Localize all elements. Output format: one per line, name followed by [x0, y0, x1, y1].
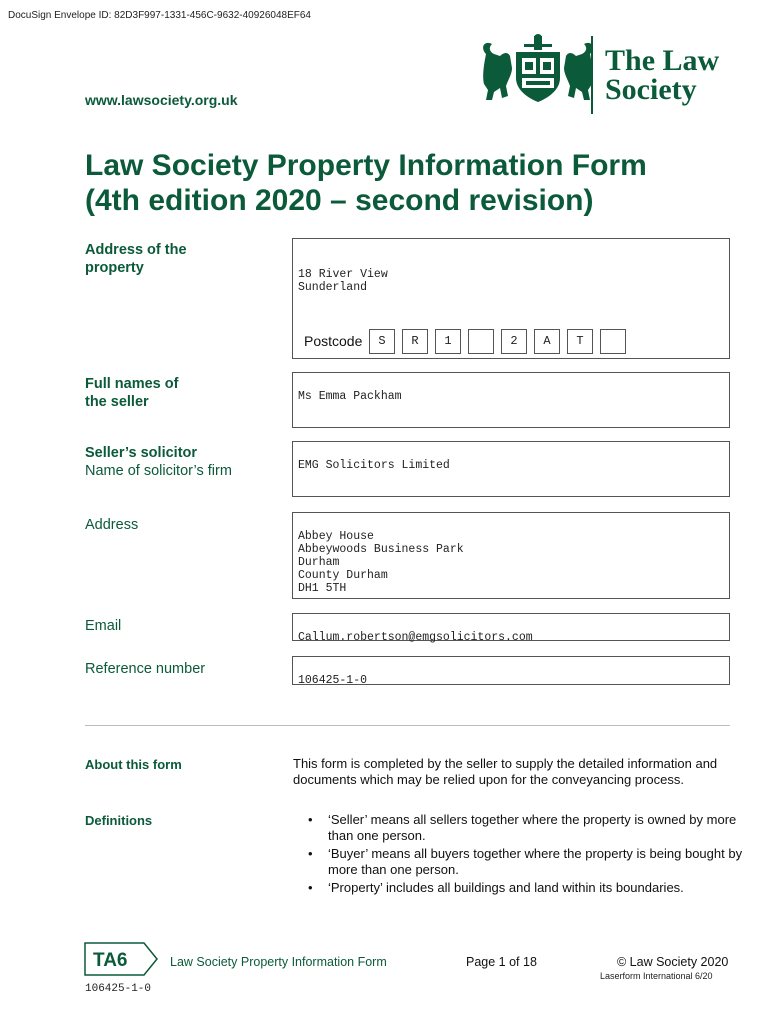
section-divider [85, 725, 730, 726]
list-item: • ‘Property’ includes all buildings and land within its boundaries. [308, 880, 748, 896]
ta6-badge [84, 942, 158, 976]
reference-value: 106425-1-0 [298, 674, 368, 687]
logo-divider [591, 36, 593, 114]
law-society-crest-icon [478, 34, 598, 106]
reference-field[interactable] [292, 656, 730, 685]
solicitor-firm-value: EMG Solicitors Limited [298, 459, 450, 472]
email-value: Callum.robertson@emgsolicitors.com [298, 631, 533, 644]
postcode-box-8[interactable] [600, 329, 626, 354]
postcode-box-5[interactable]: 2 [501, 329, 527, 354]
postcode-box-4[interactable] [468, 329, 494, 354]
footer-page-number: Page 1 of 18 [466, 955, 537, 969]
postcode-box-1[interactable]: S [369, 329, 395, 354]
postcode-box-3[interactable]: 1 [435, 329, 461, 354]
solicitor-address-field[interactable] [292, 512, 730, 599]
definitions-list [308, 812, 748, 898]
reference-label: Reference number [85, 661, 206, 677]
email-field[interactable] [292, 613, 730, 644]
postcode-box-2[interactable]: R [402, 329, 428, 354]
seller-names-value: Ms Emma Packham [298, 390, 402, 403]
docusign-envelope-id: DocuSign Envelope ID: 82D3F997-1331-456C-9632-40926048EF64 [8, 10, 311, 21]
list-item: • ‘Buyer’ means all buyers together where the property is being bought by more than one person. [308, 846, 748, 878]
email-label: Email [85, 618, 122, 634]
page-title: Law Society Property Information Form (4th edition 2020 – second revision) [85, 149, 647, 217]
footer-reference: 106425-1-0 [85, 983, 152, 995]
solicitor-address-label: Address [85, 517, 139, 533]
about-label: About this form [85, 757, 182, 772]
postcode-box-6[interactable]: A [534, 329, 560, 354]
definitions-label: Definitions [85, 813, 153, 828]
website-link[interactable]: www.lawsociety.org.uk [85, 92, 238, 108]
property-address-value: 18 River View Sunderland [298, 268, 388, 294]
ta6-badge-label: TA6 [93, 950, 128, 971]
property-address-label: Address of the property [85, 242, 187, 276]
solicitor-firm-field[interactable] [292, 441, 730, 497]
footer-printer: Laserform International 6/20 [600, 971, 713, 981]
seller-names-field[interactable] [292, 372, 730, 428]
footer-form-name: Law Society Property Information Form [170, 955, 387, 969]
solicitor-label: Seller’s solicitor Name of solicitor’s firm [85, 445, 232, 479]
postcode-box-7[interactable]: T [567, 329, 593, 354]
seller-names-label: Full names of the seller [85, 376, 179, 410]
about-text: This form is completed by the seller to supply the detailed information and documents which may be relied upon for the conveyancing process. [293, 756, 718, 787]
postcode-label: Postcode [304, 333, 363, 349]
law-society-logo-text: The Law Society [605, 44, 720, 106]
footer-copyright: © Law Society 2020 [617, 955, 729, 969]
list-item: • ‘Seller’ means all sellers together where the property is owned by more than one person. [308, 812, 748, 844]
solicitor-address-value: Abbey House Abbeywoods Business Park Durham County Durham DH1 5TH [298, 530, 464, 595]
